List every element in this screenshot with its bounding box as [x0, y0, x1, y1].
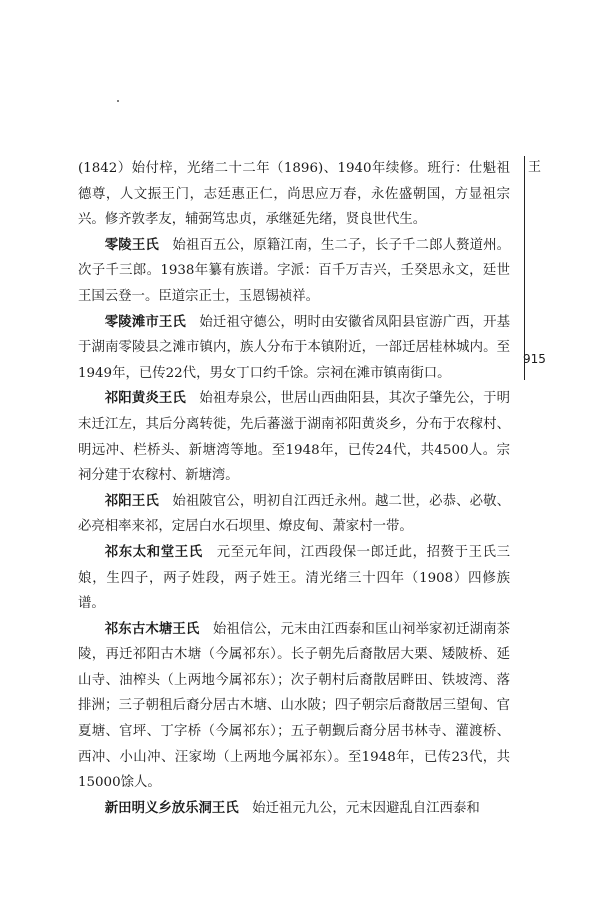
paragraph-5 — [78, 540, 510, 617]
paragraph-7 — [78, 796, 510, 822]
margin-rule — [524, 156, 525, 380]
entry-text: 元至元年间，江西段保一郎迁此，招赘于王氏三娘，生四子，两子姓段，两子姓王。清光绪三十四年（1908）四修族谱。 — [78, 544, 511, 612]
paragraph-4 — [78, 489, 510, 540]
page-body — [78, 156, 510, 821]
entry-heading: 祁东太和堂王氏 — [104, 544, 203, 560]
entry-text: 始祖信公，元末由江西泰和匡山祠举家初迁湖南茶陵，再迁祁阳古木塘（今属祁东）。长子朝先后裔散居大栗、矮陂桥、延山寺、油榨头（上两地今属祁东）；次子朝村后裔散居畔田、铁坡湾、落排洲；三子朝租后裔分居古木塘、山水陂；四子朝宗后裔散居三望甸、官夏塘、官坪、丁字桥（今属祁东）；五子朝觐后裔分居书林寺、灌渡桥、西冲、小山冲、汪家坳（上两地今属祁东）。至1948年，已传23代，共15000馀人。 — [78, 621, 511, 791]
entry-text: 始祖百五公，原籍江南，生二子，长子千二郎人赘道州。次子千三郎。1938年纂有族谱。字派：百千万吉兴，壬癸思永文，廷世王国云登一。臣道宗正士，玉恩锡祯祥。 — [78, 237, 511, 304]
entry-text: (1842）始付梓，光绪二十二年（1896)、1940年续修。班行：仕魁祖德尊，人文振王门，志廷惠正仁，尚思应万春，永佐盛朝国，方显祖宗兴。修齐敦孝友，辅弼笃忠贞，承继延先绪，贤良世代生。 — [78, 161, 510, 228]
paragraph-3 — [78, 386, 510, 488]
surname-marker: 王 — [528, 160, 542, 175]
entry-heading: 新田明义乡放乐洞王氏 — [104, 800, 239, 816]
entry-heading: 零陵滩市王氏 — [104, 314, 186, 330]
entry-heading: 祁东古木塘王氏 — [104, 621, 200, 637]
entry-text: 始迁祖元九公，元末因避乱自江西泰和 — [252, 800, 480, 816]
entry-text: 始祖寿泉公，世居山西曲阳县，其次子肇先公，于明末迁江左，其后分离转徙，先后蕃滋于湖南祁阳黄炎乡，分布于农稼村、明远冲、栏桥头、新塘湾等地。至1948年，已传24代，共4500人。宗祠分建于农稼村、新塘湾。 — [78, 391, 511, 484]
scan-mark — [117, 100, 119, 102]
entry-heading: 祁阳黄炎王氏 — [104, 391, 186, 407]
entry-heading: 祁阳王氏 — [104, 493, 159, 509]
entry-heading: 零陵王氏 — [104, 237, 159, 253]
entry-text: 始迁祖守德公，明时由安徽省凤阳县宦游广西，开基于湖南零陵县之滩市镇内，族人分布于本镇附近，一部迁居桂林城内。至1949年，已传22代，男女丁口约千馀。宗祠在滩市镇南街口。 — [78, 314, 511, 381]
entry-text: 始祖陂官公，明初自江西迁永州。越二世，必恭、必敬、必亮相率来祁，定居白水石坝里、燎皮甸、萧家村一带。 — [78, 493, 511, 535]
paragraph-2 — [78, 310, 510, 387]
paragraph-6 — [78, 617, 510, 796]
page-number: 915 — [523, 352, 546, 366]
paragraph-1 — [78, 233, 510, 310]
paragraph-0 — [78, 156, 510, 233]
